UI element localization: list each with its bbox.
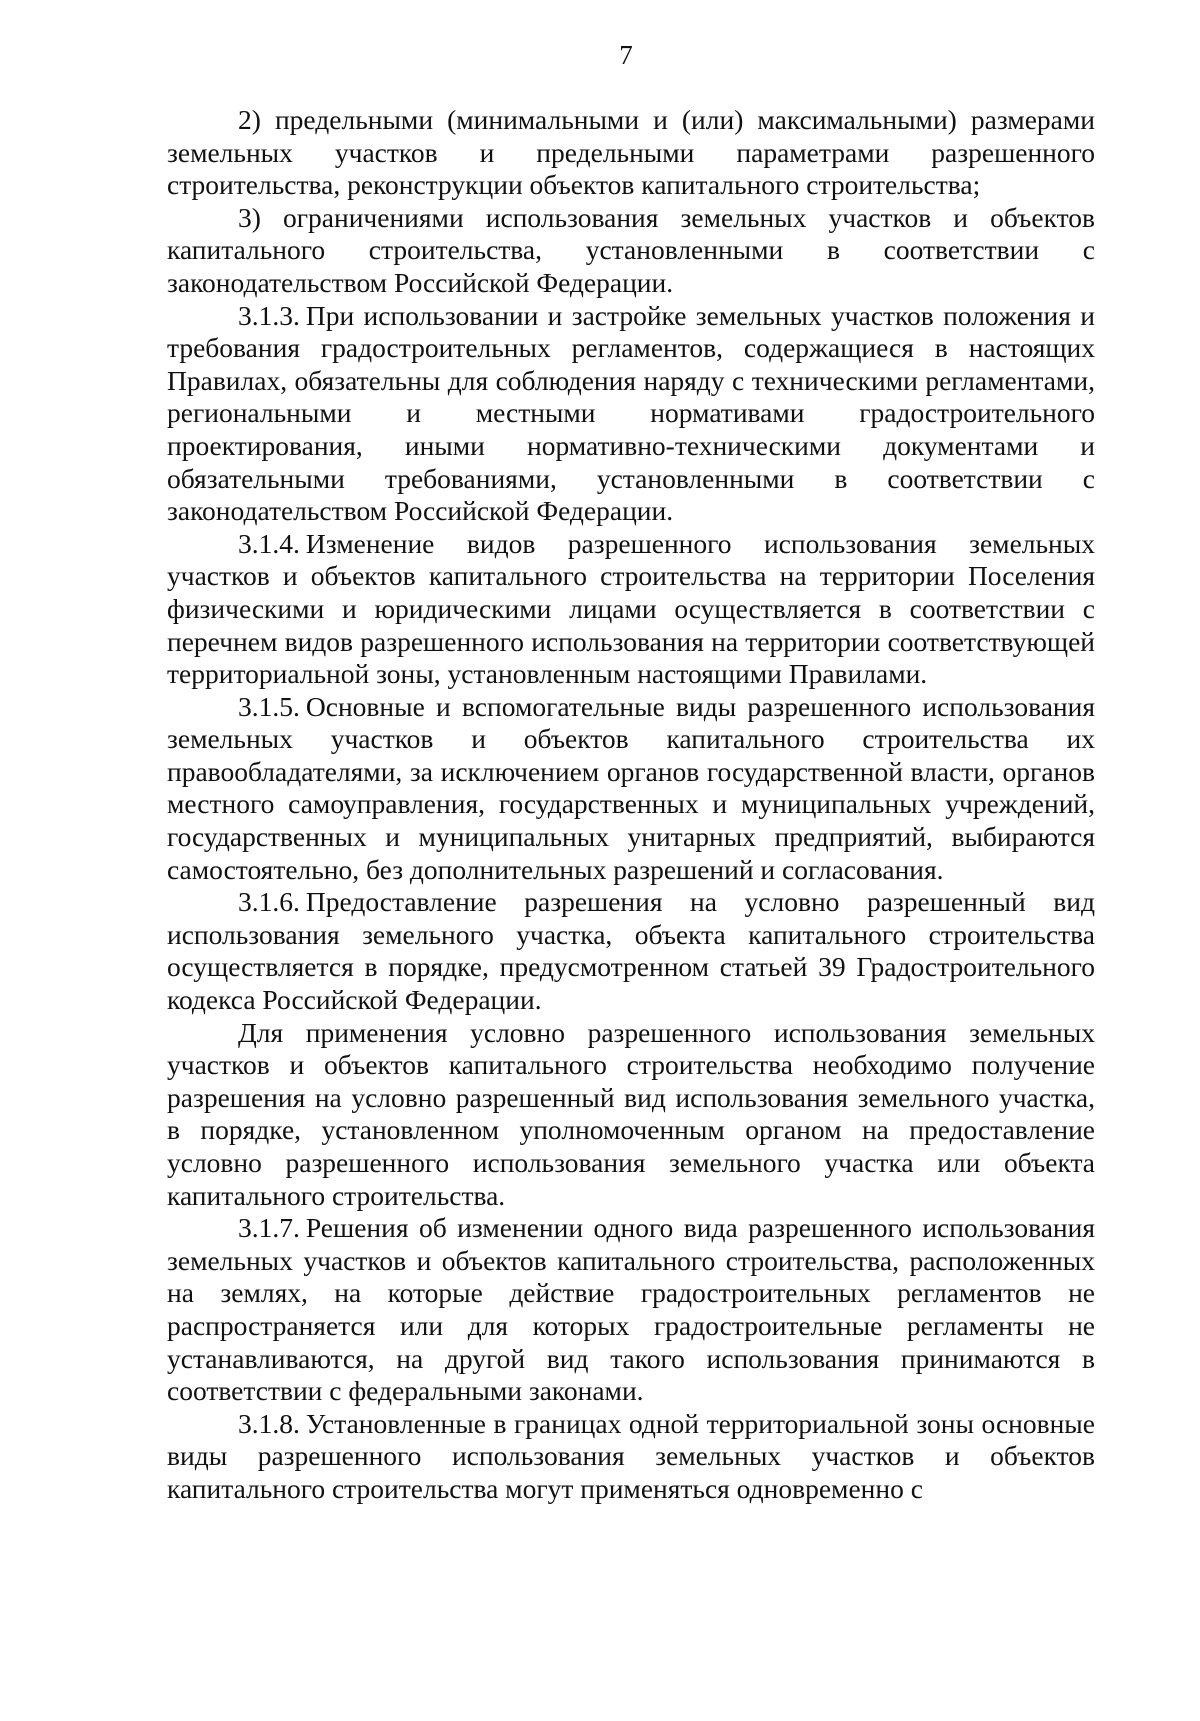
paragraph-3-1-4 (167, 528, 1095, 691)
paragraph-text: При использовании и застройке земельных участков положения и требования градостроительных регламентов, содержащиеся в настоящих Правилах, обязательны для соблюдения наряду с техническими регламентами, региональными и местными нормативами градостроительного проектирования, иными нормативно-техническими документами и обязательными требованиями, установленными в соответствии с законодательством Российской Федерации. (167, 299, 1095, 527)
paragraph-number: 3.1.3. (238, 299, 300, 331)
paragraph-text: Решения об изменении одного вида разрешенного использования земельных участков и объектов капитального строительства, расположенных на землях, на которые действие градостроительных регламентов не распространяется или для которых градостроительные регламенты не устанавливаются, на другой вид такого использования принимаются в соответствии с федеральными законами. (167, 1212, 1095, 1407)
paragraph-number: 3.1.7. (238, 1212, 300, 1244)
paragraph-text: 2) предельными (минимальными и (или) максимальными) размерами земельных участков и предельными параметрами разрешенного строительства, реконструкции объектов капитального строительства; (167, 104, 1095, 201)
paragraph-item-3 (167, 202, 1095, 300)
paragraph-text: Основные и вспомогательные виды разрешенного использования земельных участков и объектов капитального строительства их правообладателями, за исключением органов государственной власти, органов местного самоуправления, государственных и муниципальных учреждений, государственных и муниципальных унитарных предприятий, выбираются самостоятельно, без дополнительных разрешений и согласования. (167, 690, 1095, 885)
paragraph-text: Предоставление разрешения на условно разрешенный вид использования земельного участка, объекта капитального строительства осуществляется в порядке, предусмотренном статьей 39 Градостроительного кодекса Российской Федерации. (167, 886, 1095, 1016)
paragraph-3-1-5 (167, 691, 1095, 887)
document-body (167, 104, 1095, 1506)
paragraph-text: 3) ограничениями использования земельных участков и объектов капитального строительства, установленными в соответствии с законодательством Российской Федерации. (167, 201, 1095, 298)
paragraph-3-1-8 (167, 1408, 1095, 1506)
paragraph-number: 3.1.6. (238, 886, 300, 918)
paragraph-text: Изменение видов разрешенного использования земельных участков и объектов капитального строительства на территории Поселения физическими и юридическими лицами осуществляется в соответствии с перечнем видов разрешенного использования на территории соответствующей территориальной зоны, установленным настоящими Правилами. (167, 527, 1095, 690)
paragraph-3-1-3 (167, 300, 1095, 528)
paragraph-number: 3.1.5. (238, 690, 300, 722)
paragraph-number: 3.1.4. (238, 527, 300, 559)
paragraph-item-2 (167, 104, 1095, 202)
paragraph-number: 3.1.8. (238, 1407, 300, 1439)
paragraph-text: Для применения условно разрешенного использования земельных участков и объектов капитального строительства необходимо получение разрешения на условно разрешенный вид использования земельного участка, в порядке, установленном уполномоченным органом на предоставление условно разрешенного использования земельного участка или объекта капитального строительства. (167, 1016, 1095, 1211)
paragraph-3-1-7 (167, 1212, 1095, 1408)
paragraph-3-1-6 (167, 886, 1095, 1016)
paragraph-text: Установленные в границах одной территориальной зоны основные виды разрешенного использования земельных участков и объектов капитального строительства могут применяться одновременно с (167, 1407, 1095, 1504)
page-number: 7 (619, 40, 633, 70)
paragraph-conditional-use (167, 1017, 1095, 1213)
